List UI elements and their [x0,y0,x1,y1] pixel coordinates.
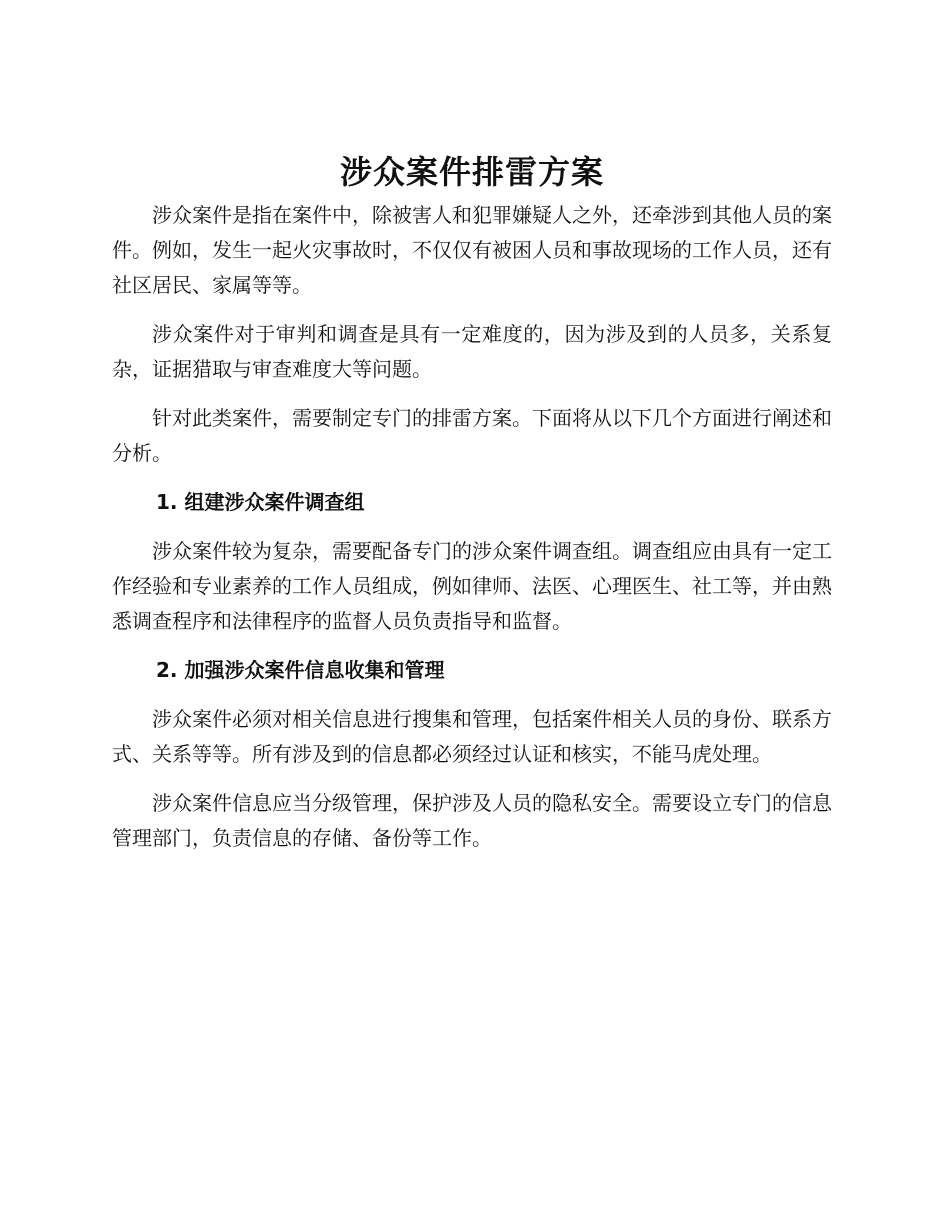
intro-paragraph-1: 涉众案件是指在案件中，除被害人和犯罪嫌疑人之外，还牵涉到其他人员的案件。例如，发生一起火灾事故时，不仅仅有被困人员和事故现场的工作人员，还有社区居民、家属等等。 [112,203,832,297]
intro-paragraph-2: 涉众案件对于审判和调查是具有一定难度的，因为涉及到的人员多，关系复杂，证据猎取与审查难度大等问题。 [112,322,832,381]
section-2-paragraph-1: 涉众案件必须对相关信息进行搜集和管理，包括案件相关人员的身份、联系方式、关系等等。所有涉及到的信息都必须经过认证和核实，不能马虎处理。 [112,707,832,766]
section-2-heading: 2. 加强涉众案件信息收集和管理 [156,658,445,682]
section-2-paragraph-2: 涉众案件信息应当分级管理，保护涉及人员的隐私安全。需要设立专门的信息管理部门，负责信息的存储、备份等工作。 [112,791,832,850]
section-1-paragraph-1: 涉众案件较为复杂，需要配备专门的涉众案件调查组。调查组应由具有一定工作经验和专业素养的工作人员组成，例如律师、法医、心理医生、社工等，并由熟悉调查程序和法律程序的监督人员负责指导和监督。 [112,539,832,633]
document-title: 涉众案件排雷方案 [339,153,604,191]
section-1-heading: 1. 组建涉众案件调查组 [156,490,365,514]
intro-paragraph-3: 针对此类案件，需要制定专门的排雷方案。下面将从以下几个方面进行阐述和分析。 [112,406,832,465]
document-body [112,148,832,870]
